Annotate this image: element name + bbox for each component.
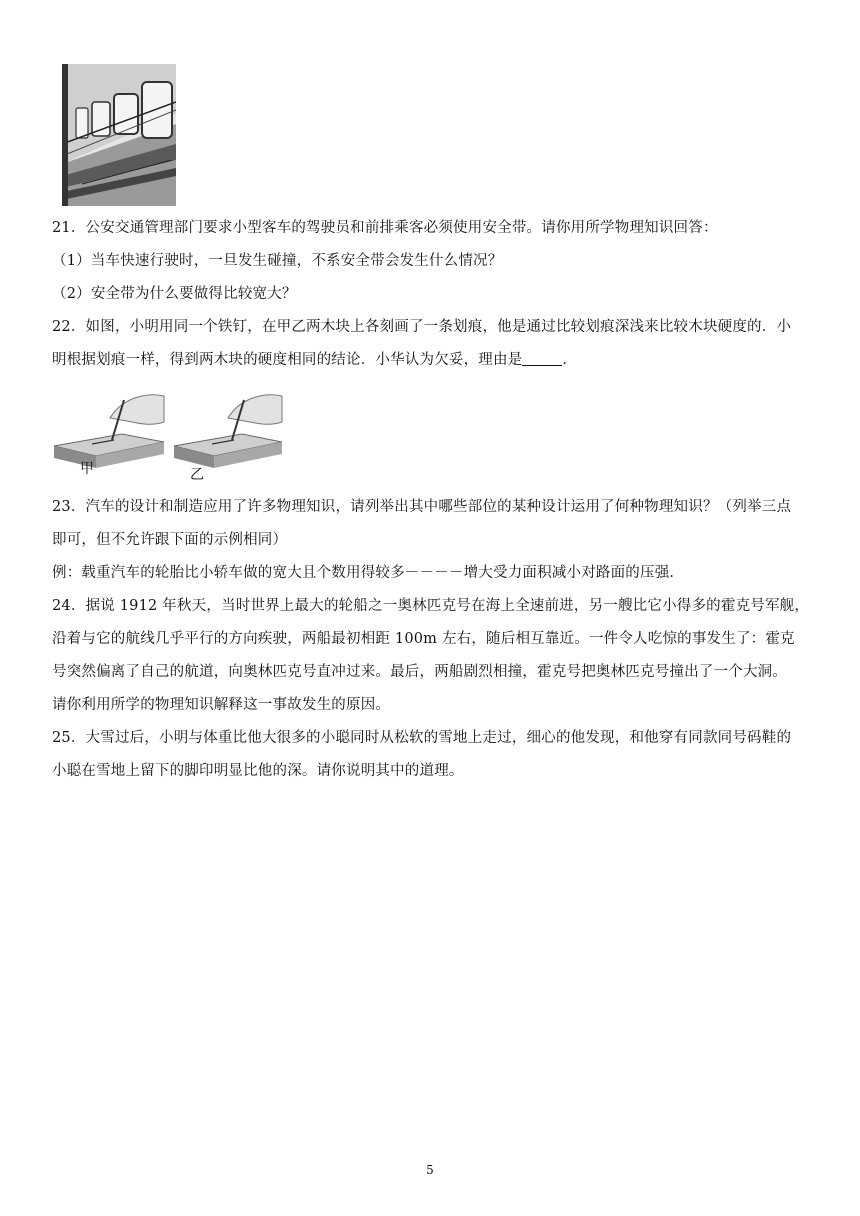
question-22-line-2 — [52, 344, 812, 377]
nail-scratch-figure — [52, 384, 284, 488]
question-22-line-2-end: ． — [562, 352, 578, 368]
question-22-line-1: 22．如图，小明用同一个铁钉，在甲乙两木块上各刻画了一条划痕，他是通过比较划痕深浅来比较木块硬度的．小 — [52, 319, 792, 335]
question-21-sub-2: （2）安全带为什么要做得比较宽大？ — [52, 286, 297, 302]
question-21-stem: 21．公安交通管理部门要求小型客车的驾驶员和前排乘客必须使用安全带。请你用所学物理知识回答： — [52, 220, 718, 236]
question-23-line-1: 23．汽车的设计和制造应用了许多物理知识，请列举出其中哪些部位的某种设计运用了何种物理知识？（列举三点 — [52, 499, 792, 515]
question-22-line-2-text: 明根据划痕一样，得到两木块的硬度相同的结论．小华认为欠妥，理由是 — [52, 352, 523, 368]
question-24-line-1: 24．据说 1912 年秋天，当时世界上最大的轮船之一奥林匹克号在海上全速前进，另一艘比它小得多的霍克号军舰， — [52, 598, 810, 614]
question-23-example: 例：载重汽车的轮胎比小轿车做的宽大且个数用得较多－－－－增大受力面积减小对路面的压强． — [52, 565, 685, 581]
question-24-line-2: 沿着与它的航线几乎平行的方向疾驶，两船最初相距 100m 左右，随后相互靠近。一件令人吃惊的事发生了：霍克 — [52, 631, 795, 647]
question-25-line-1: 25．大雪过后，小明与体重比他大很多的小聪同时从松软的雪地上走过，细心的他发现，和他穿有同款同号码鞋的 — [52, 730, 792, 746]
question-23-line-2: 即可，但不允许跟下面的示例相同） — [52, 532, 288, 548]
train-platform-figure — [62, 64, 176, 206]
answer-blank[interactable] — [522, 351, 562, 366]
figure-label-a: 甲 — [80, 461, 94, 477]
figure-label-b: 乙 — [190, 467, 204, 483]
question-25-line-2: 小聪在雪地上留下的脚印明显比他的深。请你说明其中的道理。 — [52, 763, 464, 779]
question-24-line-4: 请你利用所学的物理知识解释这一事故发生的原因。 — [52, 697, 391, 713]
question-24-line-3: 号突然偏离了自己的航道，向奥林匹克号直冲过来。最后，两船剧烈相撞，霍克号把奥林匹克号撞出了一个大洞。 — [52, 664, 787, 680]
question-21-sub-1: （1）当车快速行驶时，一旦发生碰撞，不系安全带会发生什么情况？ — [52, 253, 503, 269]
page-number: 5 — [426, 1163, 434, 1177]
